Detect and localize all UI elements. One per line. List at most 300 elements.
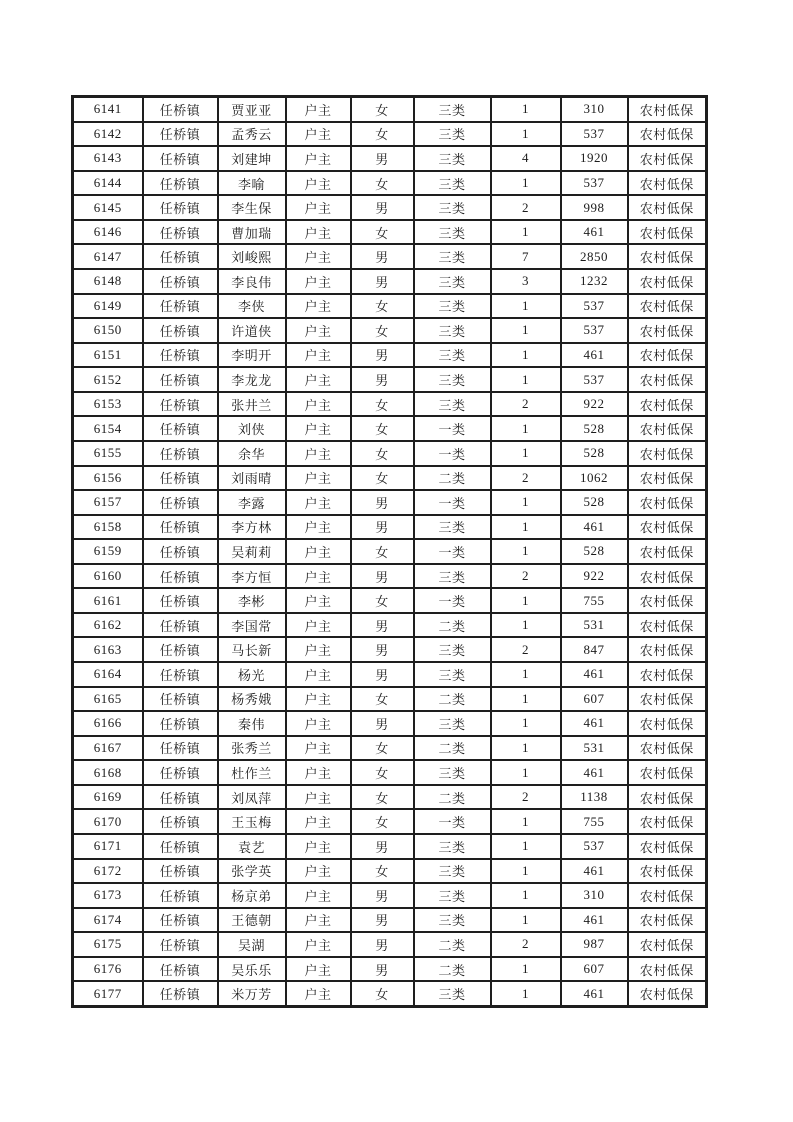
town-cell: 任桥镇 <box>143 294 218 319</box>
category-cell: 三类 <box>414 834 491 859</box>
table-row <box>73 809 707 834</box>
town-cell: 任桥镇 <box>143 171 218 196</box>
welfare-type-cell: 农村低保 <box>628 613 707 638</box>
records-table <box>71 95 708 1008</box>
town-cell: 任桥镇 <box>143 957 218 982</box>
town-cell: 任桥镇 <box>143 490 218 515</box>
relation-cell: 户主 <box>286 883 351 908</box>
welfare-type-cell: 农村低保 <box>628 564 707 589</box>
category-cell: 三类 <box>414 711 491 736</box>
town-cell: 任桥镇 <box>143 908 218 933</box>
household-count-cell: 1 <box>491 367 561 392</box>
relation-cell: 户主 <box>286 195 351 220</box>
household-count-cell: 4 <box>491 146 561 171</box>
town-cell: 任桥镇 <box>143 416 218 441</box>
gender-cell: 男 <box>351 515 414 540</box>
amount-cell: 461 <box>561 515 628 540</box>
relation-cell: 户主 <box>286 171 351 196</box>
household-count-cell: 1 <box>491 613 561 638</box>
amount-cell: 1062 <box>561 466 628 491</box>
gender-cell: 男 <box>351 834 414 859</box>
name-cell: 袁艺 <box>218 834 286 859</box>
gender-cell: 男 <box>351 367 414 392</box>
welfare-type-cell: 农村低保 <box>628 466 707 491</box>
amount-cell: 755 <box>561 809 628 834</box>
household-count-cell: 1 <box>491 294 561 319</box>
name-cell: 孟秀云 <box>218 122 286 147</box>
category-cell: 三类 <box>414 564 491 589</box>
relation-cell: 户主 <box>286 957 351 982</box>
serial-number-cell: 6176 <box>73 957 143 982</box>
relation-cell: 户主 <box>286 637 351 662</box>
amount-cell: 607 <box>561 687 628 712</box>
table-row <box>73 613 707 638</box>
amount-cell: 461 <box>561 981 628 1006</box>
name-cell: 吴乐乐 <box>218 957 286 982</box>
gender-cell: 男 <box>351 613 414 638</box>
household-count-cell: 1 <box>491 957 561 982</box>
category-cell: 三类 <box>414 244 491 269</box>
amount-cell: 531 <box>561 736 628 761</box>
household-count-cell: 2 <box>491 392 561 417</box>
household-count-cell: 1 <box>491 662 561 687</box>
gender-cell: 女 <box>351 588 414 613</box>
category-cell: 一类 <box>414 809 491 834</box>
serial-number-cell: 6143 <box>73 146 143 171</box>
amount-cell: 537 <box>561 834 628 859</box>
welfare-type-cell: 农村低保 <box>628 294 707 319</box>
relation-cell: 户主 <box>286 908 351 933</box>
table-row <box>73 416 707 441</box>
household-count-cell: 1 <box>491 416 561 441</box>
table-row <box>73 883 707 908</box>
serial-number-cell: 6173 <box>73 883 143 908</box>
welfare-type-cell: 农村低保 <box>628 883 707 908</box>
town-cell: 任桥镇 <box>143 637 218 662</box>
name-cell: 许道侠 <box>218 318 286 343</box>
relation-cell: 户主 <box>286 294 351 319</box>
name-cell: 杜作兰 <box>218 760 286 785</box>
relation-cell: 户主 <box>286 466 351 491</box>
relation-cell: 户主 <box>286 343 351 368</box>
category-cell: 一类 <box>414 490 491 515</box>
household-count-cell: 2 <box>491 195 561 220</box>
household-count-cell: 1 <box>491 908 561 933</box>
welfare-type-cell: 农村低保 <box>628 490 707 515</box>
welfare-type-cell: 农村低保 <box>628 343 707 368</box>
welfare-type-cell: 农村低保 <box>628 785 707 810</box>
serial-number-cell: 6156 <box>73 466 143 491</box>
name-cell: 米万芳 <box>218 981 286 1006</box>
household-count-cell: 2 <box>491 785 561 810</box>
town-cell: 任桥镇 <box>143 122 218 147</box>
name-cell: 王玉梅 <box>218 809 286 834</box>
town-cell: 任桥镇 <box>143 441 218 466</box>
name-cell: 李侠 <box>218 294 286 319</box>
name-cell: 李龙龙 <box>218 367 286 392</box>
category-cell: 三类 <box>414 318 491 343</box>
table-row <box>73 736 707 761</box>
category-cell: 二类 <box>414 613 491 638</box>
category-cell: 二类 <box>414 785 491 810</box>
welfare-type-cell: 农村低保 <box>628 195 707 220</box>
household-count-cell: 1 <box>491 539 561 564</box>
category-cell: 三类 <box>414 760 491 785</box>
table-row <box>73 957 707 982</box>
household-count-cell: 2 <box>491 932 561 957</box>
household-count-cell: 2 <box>491 637 561 662</box>
relation-cell: 户主 <box>286 539 351 564</box>
amount-cell: 528 <box>561 441 628 466</box>
category-cell: 二类 <box>414 736 491 761</box>
table-row <box>73 367 707 392</box>
table-row <box>73 515 707 540</box>
relation-cell: 户主 <box>286 809 351 834</box>
name-cell: 杨光 <box>218 662 286 687</box>
gender-cell: 女 <box>351 294 414 319</box>
relation-cell: 户主 <box>286 932 351 957</box>
gender-cell: 男 <box>351 343 414 368</box>
table-row <box>73 294 707 319</box>
amount-cell: 537 <box>561 171 628 196</box>
category-cell: 三类 <box>414 269 491 294</box>
serial-number-cell: 6141 <box>73 97 143 122</box>
table-row <box>73 662 707 687</box>
town-cell: 任桥镇 <box>143 981 218 1006</box>
welfare-type-cell: 农村低保 <box>628 834 707 859</box>
category-cell: 三类 <box>414 195 491 220</box>
name-cell: 李彬 <box>218 588 286 613</box>
gender-cell: 女 <box>351 97 414 122</box>
gender-cell: 女 <box>351 416 414 441</box>
welfare-type-cell: 农村低保 <box>628 932 707 957</box>
amount-cell: 461 <box>561 908 628 933</box>
welfare-type-cell: 农村低保 <box>628 588 707 613</box>
welfare-type-cell: 农村低保 <box>628 367 707 392</box>
table-row <box>73 269 707 294</box>
town-cell: 任桥镇 <box>143 318 218 343</box>
welfare-type-cell: 农村低保 <box>628 981 707 1006</box>
gender-cell: 男 <box>351 490 414 515</box>
serial-number-cell: 6153 <box>73 392 143 417</box>
name-cell: 刘凤萍 <box>218 785 286 810</box>
serial-number-cell: 6163 <box>73 637 143 662</box>
name-cell: 曹加瑞 <box>218 220 286 245</box>
gender-cell: 女 <box>351 539 414 564</box>
name-cell: 刘雨晴 <box>218 466 286 491</box>
household-count-cell: 1 <box>491 859 561 884</box>
category-cell: 三类 <box>414 662 491 687</box>
name-cell: 刘峻熙 <box>218 244 286 269</box>
table-row <box>73 539 707 564</box>
relation-cell: 户主 <box>286 146 351 171</box>
relation-cell: 户主 <box>286 588 351 613</box>
serial-number-cell: 6146 <box>73 220 143 245</box>
gender-cell: 男 <box>351 662 414 687</box>
category-cell: 二类 <box>414 466 491 491</box>
serial-number-cell: 6175 <box>73 932 143 957</box>
table-row <box>73 908 707 933</box>
name-cell: 吴莉莉 <box>218 539 286 564</box>
relation-cell: 户主 <box>286 785 351 810</box>
welfare-type-cell: 农村低保 <box>628 97 707 122</box>
name-cell: 李露 <box>218 490 286 515</box>
relation-cell: 户主 <box>286 269 351 294</box>
town-cell: 任桥镇 <box>143 613 218 638</box>
town-cell: 任桥镇 <box>143 195 218 220</box>
table-row <box>73 146 707 171</box>
amount-cell: 1232 <box>561 269 628 294</box>
category-cell: 三类 <box>414 392 491 417</box>
table-row <box>73 244 707 269</box>
serial-number-cell: 6154 <box>73 416 143 441</box>
category-cell: 三类 <box>414 367 491 392</box>
serial-number-cell: 6155 <box>73 441 143 466</box>
household-count-cell: 1 <box>491 711 561 736</box>
town-cell: 任桥镇 <box>143 711 218 736</box>
serial-number-cell: 6169 <box>73 785 143 810</box>
table-row <box>73 97 707 122</box>
name-cell: 李喻 <box>218 171 286 196</box>
name-cell: 张学英 <box>218 859 286 884</box>
household-count-cell: 1 <box>491 97 561 122</box>
household-count-cell: 2 <box>491 466 561 491</box>
town-cell: 任桥镇 <box>143 97 218 122</box>
town-cell: 任桥镇 <box>143 883 218 908</box>
table-row <box>73 859 707 884</box>
category-cell: 三类 <box>414 122 491 147</box>
town-cell: 任桥镇 <box>143 146 218 171</box>
table-row <box>73 466 707 491</box>
household-count-cell: 1 <box>491 834 561 859</box>
gender-cell: 男 <box>351 932 414 957</box>
relation-cell: 户主 <box>286 736 351 761</box>
amount-cell: 528 <box>561 416 628 441</box>
table-row <box>73 220 707 245</box>
town-cell: 任桥镇 <box>143 564 218 589</box>
serial-number-cell: 6147 <box>73 244 143 269</box>
town-cell: 任桥镇 <box>143 760 218 785</box>
category-cell: 三类 <box>414 171 491 196</box>
serial-number-cell: 6177 <box>73 981 143 1006</box>
table-row <box>73 318 707 343</box>
amount-cell: 461 <box>561 760 628 785</box>
relation-cell: 户主 <box>286 122 351 147</box>
relation-cell: 户主 <box>286 613 351 638</box>
table-row <box>73 637 707 662</box>
relation-cell: 户主 <box>286 490 351 515</box>
table-row <box>73 171 707 196</box>
serial-number-cell: 6150 <box>73 318 143 343</box>
amount-cell: 537 <box>561 294 628 319</box>
welfare-type-cell: 农村低保 <box>628 515 707 540</box>
amount-cell: 461 <box>561 220 628 245</box>
gender-cell: 女 <box>351 809 414 834</box>
welfare-type-cell: 农村低保 <box>628 957 707 982</box>
category-cell: 二类 <box>414 932 491 957</box>
welfare-type-cell: 农村低保 <box>628 220 707 245</box>
amount-cell: 998 <box>561 195 628 220</box>
category-cell: 三类 <box>414 220 491 245</box>
name-cell: 李方林 <box>218 515 286 540</box>
welfare-type-cell: 农村低保 <box>628 859 707 884</box>
welfare-type-cell: 农村低保 <box>628 809 707 834</box>
table-row <box>73 834 707 859</box>
amount-cell: 528 <box>561 539 628 564</box>
welfare-type-cell: 农村低保 <box>628 687 707 712</box>
household-count-cell: 1 <box>491 760 561 785</box>
serial-number-cell: 6162 <box>73 613 143 638</box>
serial-number-cell: 6171 <box>73 834 143 859</box>
household-count-cell: 1 <box>491 981 561 1006</box>
relation-cell: 户主 <box>286 416 351 441</box>
table-row <box>73 392 707 417</box>
welfare-type-cell: 农村低保 <box>628 244 707 269</box>
household-count-cell: 1 <box>491 687 561 712</box>
welfare-type-cell: 农村低保 <box>628 760 707 785</box>
relation-cell: 户主 <box>286 97 351 122</box>
serial-number-cell: 6166 <box>73 711 143 736</box>
serial-number-cell: 6174 <box>73 908 143 933</box>
town-cell: 任桥镇 <box>143 809 218 834</box>
welfare-type-cell: 农村低保 <box>628 711 707 736</box>
household-count-cell: 1 <box>491 490 561 515</box>
category-cell: 三类 <box>414 637 491 662</box>
relation-cell: 户主 <box>286 367 351 392</box>
category-cell: 三类 <box>414 981 491 1006</box>
serial-number-cell: 6152 <box>73 367 143 392</box>
household-count-cell: 1 <box>491 343 561 368</box>
category-cell: 三类 <box>414 343 491 368</box>
serial-number-cell: 6148 <box>73 269 143 294</box>
name-cell: 李明开 <box>218 343 286 368</box>
serial-number-cell: 6172 <box>73 859 143 884</box>
category-cell: 三类 <box>414 97 491 122</box>
amount-cell: 528 <box>561 490 628 515</box>
serial-number-cell: 6145 <box>73 195 143 220</box>
town-cell: 任桥镇 <box>143 932 218 957</box>
name-cell: 秦伟 <box>218 711 286 736</box>
relation-cell: 户主 <box>286 711 351 736</box>
name-cell: 马长新 <box>218 637 286 662</box>
serial-number-cell: 6151 <box>73 343 143 368</box>
amount-cell: 847 <box>561 637 628 662</box>
category-cell: 三类 <box>414 294 491 319</box>
table-row <box>73 687 707 712</box>
town-cell: 任桥镇 <box>143 859 218 884</box>
relation-cell: 户主 <box>286 834 351 859</box>
welfare-type-cell: 农村低保 <box>628 146 707 171</box>
serial-number-cell: 6160 <box>73 564 143 589</box>
welfare-type-cell: 农村低保 <box>628 269 707 294</box>
household-count-cell: 1 <box>491 171 561 196</box>
household-count-cell: 1 <box>491 318 561 343</box>
name-cell: 杨秀娥 <box>218 687 286 712</box>
town-cell: 任桥镇 <box>143 785 218 810</box>
serial-number-cell: 6170 <box>73 809 143 834</box>
category-cell: 一类 <box>414 441 491 466</box>
table-row <box>73 711 707 736</box>
amount-cell: 461 <box>561 343 628 368</box>
gender-cell: 女 <box>351 760 414 785</box>
serial-number-cell: 6168 <box>73 760 143 785</box>
household-count-cell: 1 <box>491 809 561 834</box>
welfare-type-cell: 农村低保 <box>628 171 707 196</box>
gender-cell: 男 <box>351 269 414 294</box>
gender-cell: 女 <box>351 785 414 810</box>
amount-cell: 1138 <box>561 785 628 810</box>
amount-cell: 987 <box>561 932 628 957</box>
town-cell: 任桥镇 <box>143 269 218 294</box>
table-row <box>73 490 707 515</box>
relation-cell: 户主 <box>286 760 351 785</box>
table-row <box>73 343 707 368</box>
amount-cell: 461 <box>561 859 628 884</box>
serial-number-cell: 6144 <box>73 171 143 196</box>
gender-cell: 女 <box>351 981 414 1006</box>
gender-cell: 男 <box>351 146 414 171</box>
gender-cell: 女 <box>351 687 414 712</box>
gender-cell: 女 <box>351 466 414 491</box>
town-cell: 任桥镇 <box>143 343 218 368</box>
category-cell: 二类 <box>414 957 491 982</box>
relation-cell: 户主 <box>286 220 351 245</box>
town-cell: 任桥镇 <box>143 244 218 269</box>
town-cell: 任桥镇 <box>143 736 218 761</box>
welfare-type-cell: 农村低保 <box>628 736 707 761</box>
name-cell: 李方恒 <box>218 564 286 589</box>
town-cell: 任桥镇 <box>143 539 218 564</box>
gender-cell: 男 <box>351 883 414 908</box>
welfare-type-cell: 农村低保 <box>628 318 707 343</box>
amount-cell: 310 <box>561 883 628 908</box>
name-cell: 刘建坤 <box>218 146 286 171</box>
category-cell: 三类 <box>414 146 491 171</box>
household-count-cell: 1 <box>491 736 561 761</box>
serial-number-cell: 6157 <box>73 490 143 515</box>
town-cell: 任桥镇 <box>143 466 218 491</box>
category-cell: 三类 <box>414 859 491 884</box>
relation-cell: 户主 <box>286 564 351 589</box>
amount-cell: 531 <box>561 613 628 638</box>
gender-cell: 男 <box>351 637 414 662</box>
amount-cell: 2850 <box>561 244 628 269</box>
town-cell: 任桥镇 <box>143 687 218 712</box>
household-count-cell: 1 <box>491 588 561 613</box>
amount-cell: 310 <box>561 97 628 122</box>
relation-cell: 户主 <box>286 441 351 466</box>
serial-number-cell: 6158 <box>73 515 143 540</box>
household-count-cell: 7 <box>491 244 561 269</box>
gender-cell: 女 <box>351 736 414 761</box>
table-row <box>73 932 707 957</box>
amount-cell: 461 <box>561 662 628 687</box>
name-cell: 吴湖 <box>218 932 286 957</box>
gender-cell: 男 <box>351 244 414 269</box>
town-cell: 任桥镇 <box>143 220 218 245</box>
name-cell: 王德朝 <box>218 908 286 933</box>
serial-number-cell: 6165 <box>73 687 143 712</box>
relation-cell: 户主 <box>286 687 351 712</box>
town-cell: 任桥镇 <box>143 662 218 687</box>
gender-cell: 女 <box>351 441 414 466</box>
category-cell: 三类 <box>414 908 491 933</box>
name-cell: 张井兰 <box>218 392 286 417</box>
welfare-type-cell: 农村低保 <box>628 539 707 564</box>
household-count-cell: 2 <box>491 564 561 589</box>
category-cell: 二类 <box>414 687 491 712</box>
table-row <box>73 785 707 810</box>
